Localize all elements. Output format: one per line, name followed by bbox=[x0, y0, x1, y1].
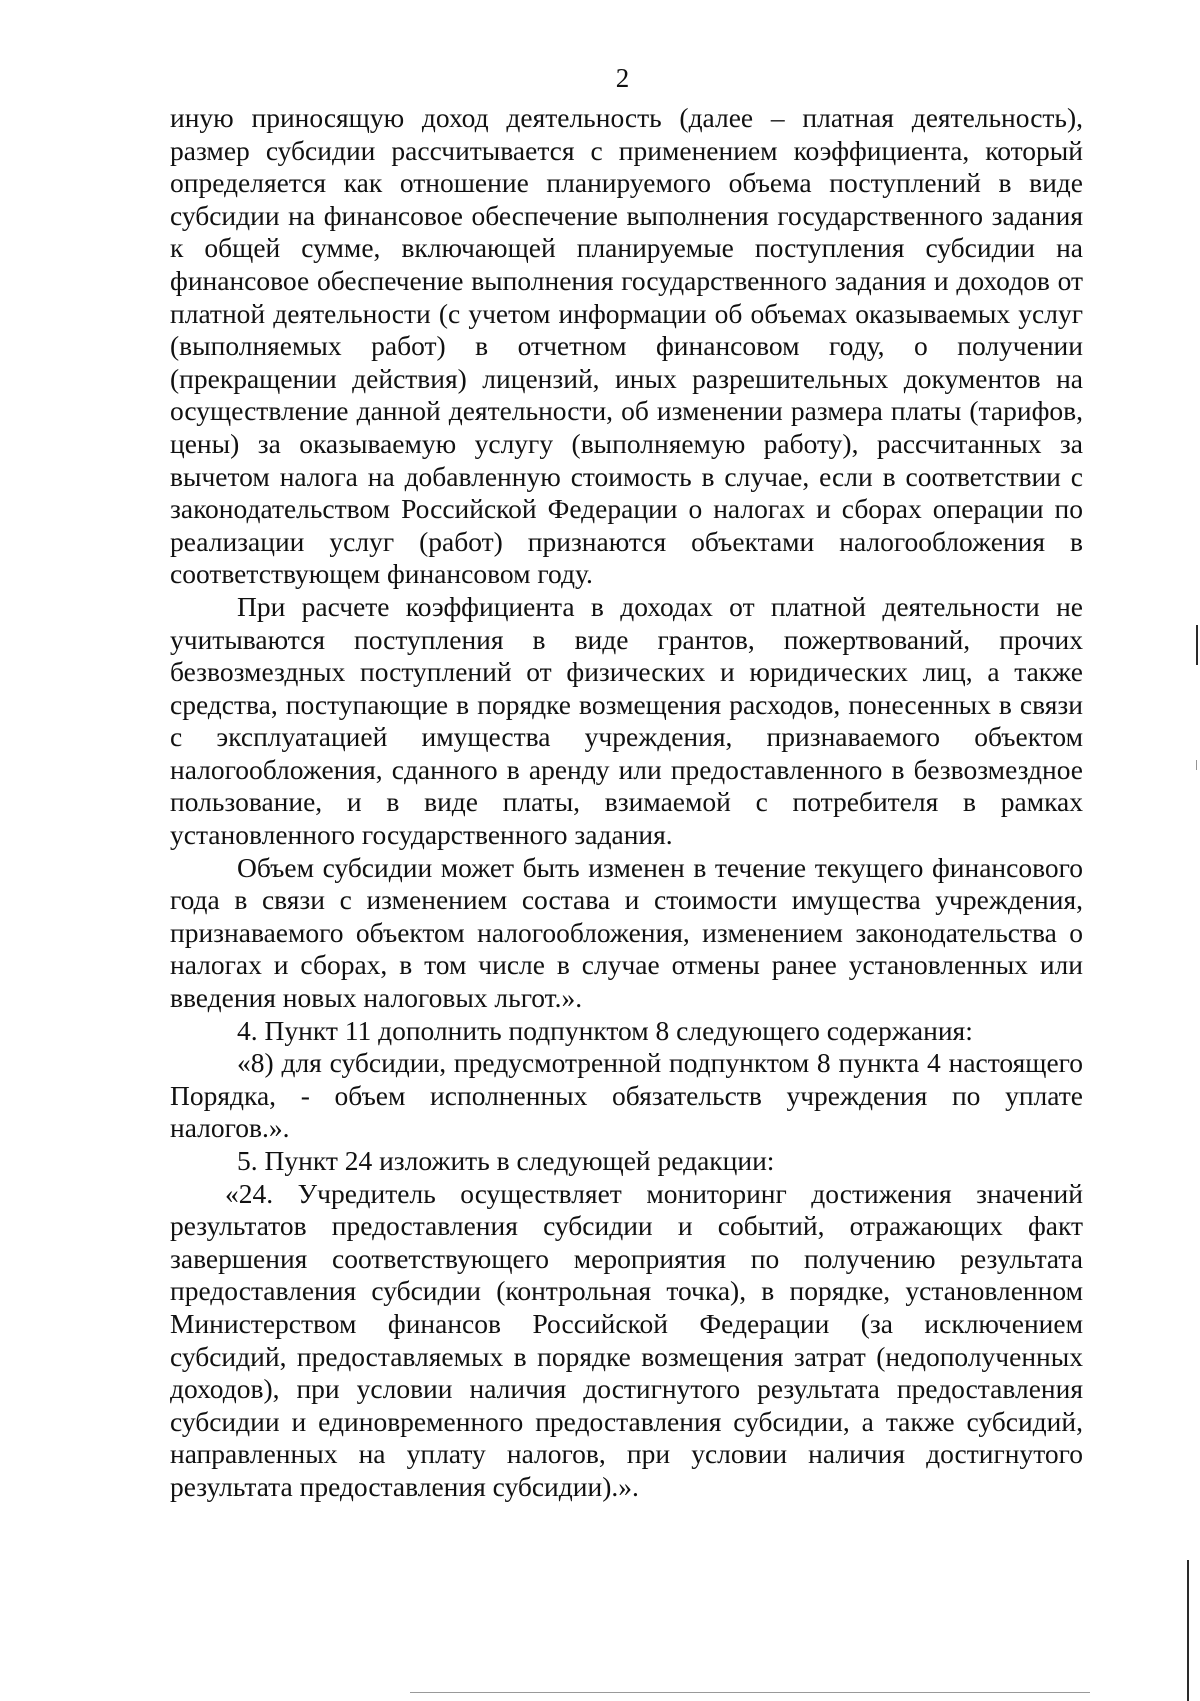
paragraph-item-4: 4. Пункт 11 дополнить подпунктом 8 следующего содержания: bbox=[237, 1014, 973, 1046]
scan-edge-mark bbox=[1196, 760, 1197, 770]
page-number: 2 bbox=[615, 63, 630, 93]
scan-bottom-rule bbox=[410, 1692, 1090, 1693]
paragraph-subitem-8: «8) для субсидии, предусмотренной подпунктом 8 пункта 4 настоящего Порядка, - объем исполненных обязательств учреждения по уплате налогов.». bbox=[170, 1047, 1083, 1144]
paragraph-continuation: иную приносящую доход деятельность (далее – платная деятельность), размер субсидии рассчитывается с применением коэффициента, который определяется как отношение планируемого объема поступлений в виде субсидии на финансовое обеспечение выполнения государственного задания к общей сумме, включающей планируемые поступления субсидии на финансовое обеспечение выполнения государственного задания и доходов от платной деятельности (с учетом информации об объемах оказываемых услуг (выполняемых работ) в отчетном финансовом году, о получении (прекращении действия) лицензий, иных разрешительных документов на осуществление данной деятельности, об изменении размера платы (тарифов, цены) за оказываемую услугу (выполняемую работу), рассчитанных за вычетом налога на добавленную стоимость в случае, если в соответствии с законодательством Российской Федерации о налогах и сборах операции по реализации услуг (работ) признаются объектами налогообложения в соответствующем финансовом году. bbox=[170, 102, 1083, 590]
scan-edge-mark bbox=[1187, 1560, 1189, 1701]
document-body bbox=[170, 102, 1083, 1504]
paragraph-item-5: 5. Пункт 24 изложить в следующей редакции: bbox=[237, 1145, 775, 1176]
scan-edge-mark bbox=[1196, 625, 1198, 665]
paragraph-subsidy-volume: Объем субсидии может быть изменен в течение текущего финансового года в связи с изменением состава и стоимости имущества учреждения, признаваемого объектом налогообложения, изменением законодательства о налогах и сборах, в том числе в случае отмены ранее установленных или введения новых налоговых льгот.». bbox=[170, 851, 1083, 1014]
paragraph-coefficient: При расчете коэффициента в доходах от платной деятельности не учитываются поступления в виде грантов, пожертвований, прочих безвозмездных поступлений от физических и юридических лиц, а также средства, поступающие в порядке возмещения расходов, понесенных в связи с эксплуатацией имущества учреждения, признаваемого объектом налогообложения, сданного в аренду или предоставленного в безвозмездное пользование, и в виде платы, взимаемой с потребителя в рамках установленного государственного задания. bbox=[170, 590, 1083, 851]
paragraph-item-24: «24. Учредитель осуществляет мониторинг достижения значений результатов предоставления субсидии и событий, отражающих факт завершения соответствующего мероприятия по получению результата предоставления субсидии (контрольная точка), в порядке, установленном Министерством финансов Российской Федерации (за исключением субсидий, предоставляемых в порядке возмещения затрат (недополученных доходов), при условии наличия достигнутого результата предоставления субсидии и единовременного предоставления субсидии, а также субсидий, направленных на уплату налогов, при условии наличия достигнутого результата предоставления субсидии).». bbox=[170, 1177, 1083, 1502]
